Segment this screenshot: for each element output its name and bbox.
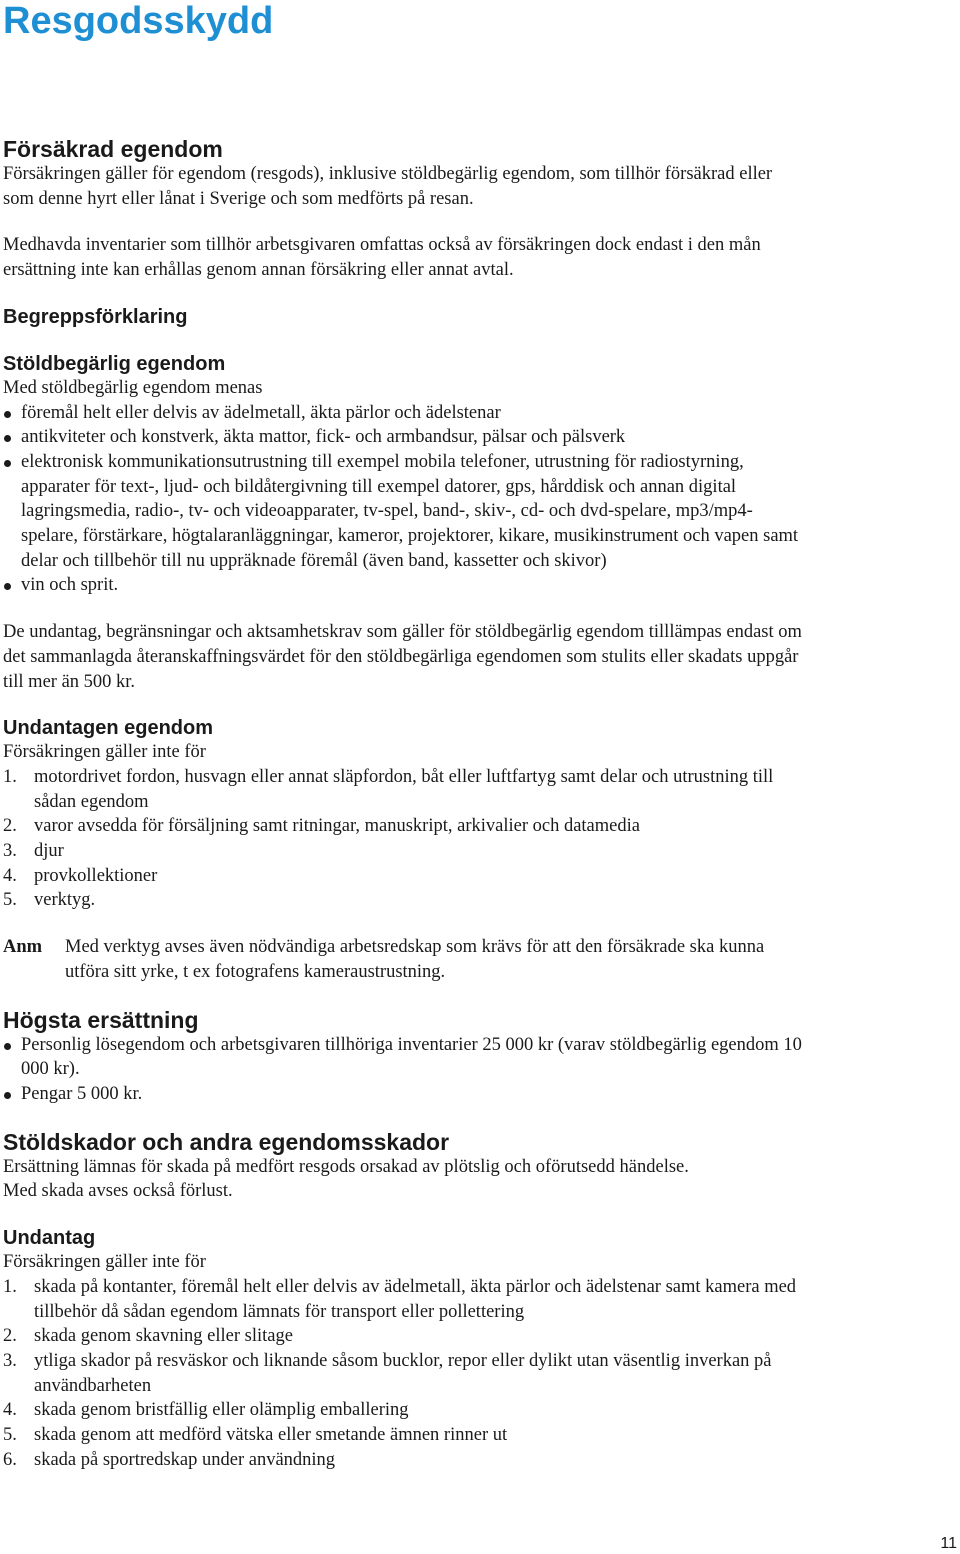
paragraph-forsakrad-1: Försäkringen gäller för egendom (resgods), inklusive stöldbegärlig egendom, som tillhör försäkrad eller som denne hyrt eller lånat i Sverige och som medförts på resan. (3, 164, 773, 209)
list-text: skada genom skavning eller slitage (34, 1326, 293, 1347)
list-number: 1. (3, 766, 17, 787)
list-item (3, 1448, 803, 1473)
list-text: motordrivet fordon, husvagn eller annat släpfordon, båt eller luftfartyg samt delar och utrustning till sådan egendom (34, 766, 774, 812)
heading-hogsta-ersattning: Högsta ersättning (3, 1006, 199, 1033)
list-item: antikviteter och konstverk, äkta mattor, fick- och armbandsur, pälsar och pälsverk (3, 425, 803, 450)
list-hogsta-ersattning (3, 1033, 803, 1107)
spacer (3, 41, 803, 136)
list-number: 2. (3, 816, 17, 837)
list-text: skada genom bristfällig eller olämplig emballering (34, 1400, 409, 1421)
paragraph-stoldbegarlig-note: De undantag, begränsningar och aktsamhetskrav som gäller för stöldbegärlig egendom tilllämpas endast om det sammanlagda återanskaffningsvärdet för den stöldbegärliga egendomen som stulits eller skadats uppgår till mer än 500 kr. (3, 622, 802, 692)
paragraph-forsakrad-2: Medhavda inventarier som tillhör arbetsgivaren omfattas också av försäkringen dock endast i den mån ersättning inte kan erhållas genom annan försäkring eller annat avtal. (3, 235, 761, 281)
list-number: 4. (3, 1400, 17, 1421)
list-item (3, 888, 803, 913)
list-item (3, 864, 803, 889)
heading-undantag: Undantag (3, 1227, 96, 1250)
page-title: Resgodsskydd (3, 0, 274, 42)
paragraph-stoldskador-1: Ersättning lämnas för skada på medfört resgods orsakad av plötslig och oförutsedd händelse. (3, 1156, 689, 1177)
page-number: 11 (940, 1535, 957, 1552)
note-label: Anm (3, 937, 43, 958)
list-stoldbegarlig (3, 401, 803, 599)
list-undantagen (3, 765, 803, 913)
list-item: elektronisk kommunikationsutrustning till exempel mobila telefoner, utrustning för radiostyrning, apparater för text-, ljud- och bildåtergivning till exempel datorer, gps, hårddisk och annan digital lagringsmedia, radio-, tv- och videoapparater, tv-spel, band-, skiv-, cd- och dvd-spelare, mp3/mp4-spelare, förstärkare, högtalaranläggningar, kameror, projektorer, kikare, musikinstrument och vapen samt delar och tillbehör till nu uppräknade föremål (även band, kassetter och skivor) (3, 450, 803, 574)
heading-forsakrad-egendom: Försäkrad egendom (3, 136, 223, 162)
list-item: Personlig lösegendom och arbetsgivaren tillhöriga inventarier 25 000 kr (varav stöldbegärlig egendom 10 000 kr). (3, 1033, 803, 1082)
list-number: 2. (3, 1326, 17, 1347)
list-item: Pengar 5 000 kr. (3, 1082, 803, 1107)
list-text: skada på kontanter, föremål helt eller delvis av ädelmetall, äkta pärlor och ädelstenar samt kamera med tillbehör då sådan egendom lämnats för transport eller pollettering (34, 1276, 797, 1322)
list-number: 4. (3, 865, 17, 886)
list-text: ytliga skador på resväskor och liknande såsom bucklor, repor eller dylikt utan väsentlig inverkan på användbarheten (34, 1350, 772, 1396)
list-number: 5. (3, 890, 17, 911)
heading-begreppsforklaring: Begreppsförklaring (3, 305, 188, 328)
paragraph-stoldskador-2: Med skada avses också förlust. (3, 1181, 233, 1202)
paragraph-undantagen-intro: Försäkringen gäller inte för (3, 742, 206, 763)
list-number: 3. (3, 841, 17, 862)
list-number: 6. (3, 1449, 17, 1470)
note-anm (3, 935, 803, 984)
list-number: 5. (3, 1425, 17, 1446)
list-item (3, 765, 803, 814)
note-text: Med verktyg avses även nödvändiga arbetsredskap som krävs för att den försäkrade ska kunna utföra sitt yrke, t ex fotografens kameraustrustning. (65, 937, 765, 982)
list-item (3, 1398, 803, 1423)
list-item (3, 839, 803, 864)
paragraph-undantag-intro: Försäkringen gäller inte för (3, 1252, 206, 1273)
list-text: skada på sportredskap under användning (34, 1449, 336, 1470)
list-undantag (3, 1275, 803, 1473)
list-text: verktyg. (34, 890, 96, 911)
heading-undantagen-egendom: Undantagen egendom (3, 717, 214, 740)
document-page (3, 0, 803, 1472)
heading-stoldbegarlig-egendom: Stöldbegärlig egendom (3, 352, 226, 375)
list-number: 3. (3, 1350, 17, 1371)
list-text: varor avsedda för försäljning samt ritningar, manuskript, arkivalier och datamedia (34, 816, 640, 837)
list-item (3, 1349, 803, 1398)
list-item: föremål helt eller delvis av ädelmetall, äkta pärlor och ädelstenar (3, 401, 803, 426)
list-number: 1. (3, 1276, 17, 1297)
heading-stoldskador: Stöldskador och andra egendomsskador (3, 1128, 450, 1155)
list-text: skada genom att medförd vätska eller smetande ämnen rinner ut (34, 1425, 508, 1446)
list-text: provkollektioner (34, 865, 158, 886)
list-text: djur (34, 841, 64, 862)
list-item: vin och sprit. (3, 573, 803, 598)
list-item (3, 1324, 803, 1349)
list-item (3, 1275, 803, 1324)
list-item (3, 1423, 803, 1448)
list-item (3, 814, 803, 839)
paragraph-stoldbegarlig-intro: Med stöldbegärlig egendom menas (3, 377, 263, 398)
